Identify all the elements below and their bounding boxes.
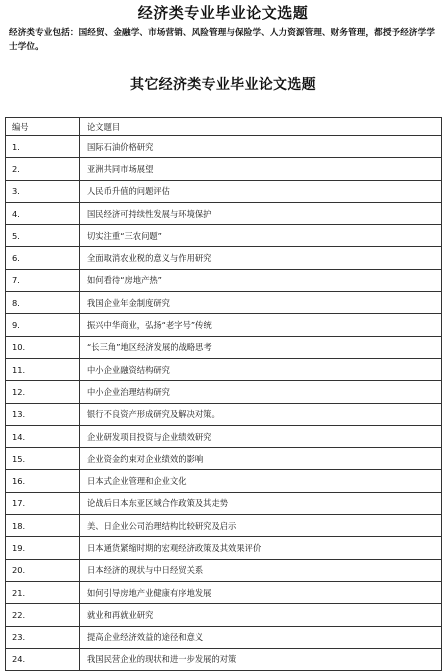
row-title: 提高企业经济效益的途径和意义: [80, 626, 442, 648]
table-row: [6, 225, 442, 247]
table-row: [6, 537, 442, 559]
topics-table: [5, 117, 442, 671]
row-number: 18.: [6, 515, 80, 537]
row-title: 中小企业治理结构研究: [80, 381, 442, 403]
row-number: 7.: [6, 269, 80, 291]
row-title: 日本式企业管理和企业文化: [80, 470, 442, 492]
table-row: [6, 425, 442, 447]
row-number: 17.: [6, 492, 80, 514]
intro-label: 经济类专业包括：: [9, 28, 79, 38]
table-row: [6, 559, 442, 581]
row-title: 我国民营企业的现状和进一步发展的对策: [80, 648, 442, 670]
table-row: [6, 314, 442, 336]
row-title: 国民经济可持续性发展与环境保护: [80, 202, 442, 224]
row-title: 切实注重“三农问题”: [80, 225, 442, 247]
intro-text: 国经贸、金融学、市场营销、风险管理与保险学、人力资源管理、财务管理，都授予经济学学士学位。: [9, 28, 436, 52]
row-title: 亚洲共同市场展望: [80, 158, 442, 180]
table-row: [6, 358, 442, 380]
row-number: 15.: [6, 448, 80, 470]
row-number: 3.: [6, 180, 80, 202]
table-row: [6, 180, 442, 202]
row-title: 企业研发项目投资与企业绩效研究: [80, 425, 442, 447]
row-title: 就业和再就业研究: [80, 604, 442, 626]
row-number: 24.: [6, 648, 80, 670]
row-title: 我国企业年金制度研究: [80, 292, 442, 314]
section-title: 其它经济类专业毕业论文选题: [130, 77, 316, 93]
document-title: 经济类专业毕业论文选题: [137, 4, 309, 22]
row-number: 12.: [6, 381, 80, 403]
row-title: 振兴中华商业，弘扬“老字号”传统: [80, 314, 442, 336]
table-row: [6, 336, 442, 358]
row-title: 美、日企业公司治理结构比较研究及启示: [80, 515, 442, 537]
intro-paragraph: [9, 26, 439, 54]
row-number: 16.: [6, 470, 80, 492]
row-number: 4.: [6, 202, 80, 224]
table-row: [6, 202, 442, 224]
row-title: 论战后日本东亚区域合作政策及其走势: [80, 492, 442, 514]
header-number: 编号: [6, 118, 80, 136]
row-number: 13.: [6, 403, 80, 425]
row-number: 8.: [6, 292, 80, 314]
row-title: 全面取消农业税的意义与作用研究: [80, 247, 442, 269]
row-number: 23.: [6, 626, 80, 648]
table-row: [6, 604, 442, 626]
table-row: [6, 448, 442, 470]
row-number: 14.: [6, 425, 80, 447]
row-title: “长三角”地区经济发展的战略思考: [80, 336, 442, 358]
header-title: 论文题目: [80, 118, 442, 136]
table-row: [6, 515, 442, 537]
row-title: 如何引导房地产业健康有序地发展: [80, 581, 442, 603]
row-number: 19.: [6, 537, 80, 559]
table-row: [6, 581, 442, 603]
table-row: [6, 136, 442, 158]
row-title: 日本通货紧缩时期的宏观经济政策及其效果评价: [80, 537, 442, 559]
row-title: 人民币升值的问题评估: [80, 180, 442, 202]
table-row: [6, 403, 442, 425]
row-number: 10.: [6, 336, 80, 358]
row-number: 21.: [6, 581, 80, 603]
table-row: [6, 158, 442, 180]
row-title: 国际石油价格研究: [80, 136, 442, 158]
row-title: 日本经济的现状与中日经贸关系: [80, 559, 442, 581]
table-row: [6, 648, 442, 670]
table-row: [6, 269, 442, 291]
row-title: 如何看待“房地产热”: [80, 269, 442, 291]
row-title: 银行不良资产形成研究及解决对策。: [80, 403, 442, 425]
table-row: [6, 381, 442, 403]
table-row: [6, 247, 442, 269]
row-number: 20.: [6, 559, 80, 581]
row-number: 2.: [6, 158, 80, 180]
row-number: 22.: [6, 604, 80, 626]
row-number: 11.: [6, 358, 80, 380]
table-row: [6, 470, 442, 492]
row-number: 1.: [6, 136, 80, 158]
row-title: 中小企业融资结构研究: [80, 358, 442, 380]
row-number: 5.: [6, 225, 80, 247]
table-header-row: [6, 118, 442, 136]
row-number: 9.: [6, 314, 80, 336]
row-title: 企业资金约束对企业绩效的影响: [80, 448, 442, 470]
table-row: [6, 492, 442, 514]
table-row: [6, 626, 442, 648]
row-number: 6.: [6, 247, 80, 269]
table-row: [6, 292, 442, 314]
